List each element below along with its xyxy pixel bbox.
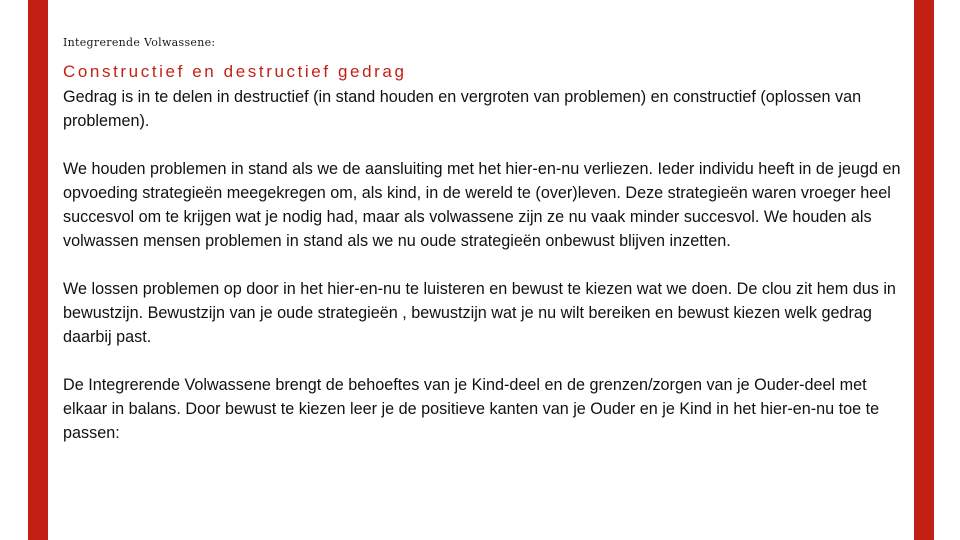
paragraph-intro: Gedrag is in te delen in destructief (in stand houden en vergroten van problemen) en constructief (oplossen van problemen).	[63, 88, 862, 130]
section-label: Integrerende Volwassene:	[63, 36, 216, 49]
paragraph-balance: De Integrerende Volwassene brengt de behoeftes van je Kind-deel en de grenzen/zorgen van je Ouder-deel met elkaar in balans. Door bewust te kiezen leer je de positieve kanten van je Ouder en je Kind in het hier-en-nu toe te passen:	[63, 376, 880, 442]
left-accent-bar	[28, 0, 48, 540]
body-text	[63, 85, 913, 469]
right-accent-bar	[914, 0, 934, 540]
paragraph-solutions: We lossen problemen op door in het hier-en-nu te luisteren en bewust te kiezen wat we doen. De clou zit hem dus in bewustzijn. Bewustzijn van je oude strategieën , bewustzijn wat je nu wilt bereiken en bewust kiezen welk gedrag daarbij past.	[63, 280, 896, 346]
paragraph-problems: We houden problemen in stand als we de aansluiting met het hier-en-nu verliezen. Ieder individu heeft in de jeugd en opvoeding strategieën meegekregen om, als kind, in de wereld te (over)leven. Deze strategieën waren vroeger heel succesvol om te krijgen wat je nodig had, maar als volwassene zijn ze nu vaak minder succesvol. We houden als volwassen mensen problemen in stand als we nu oude strategieën onbewust blijven inzetten.	[63, 160, 901, 250]
slide-title: Constructief en destructief gedrag	[63, 62, 407, 81]
